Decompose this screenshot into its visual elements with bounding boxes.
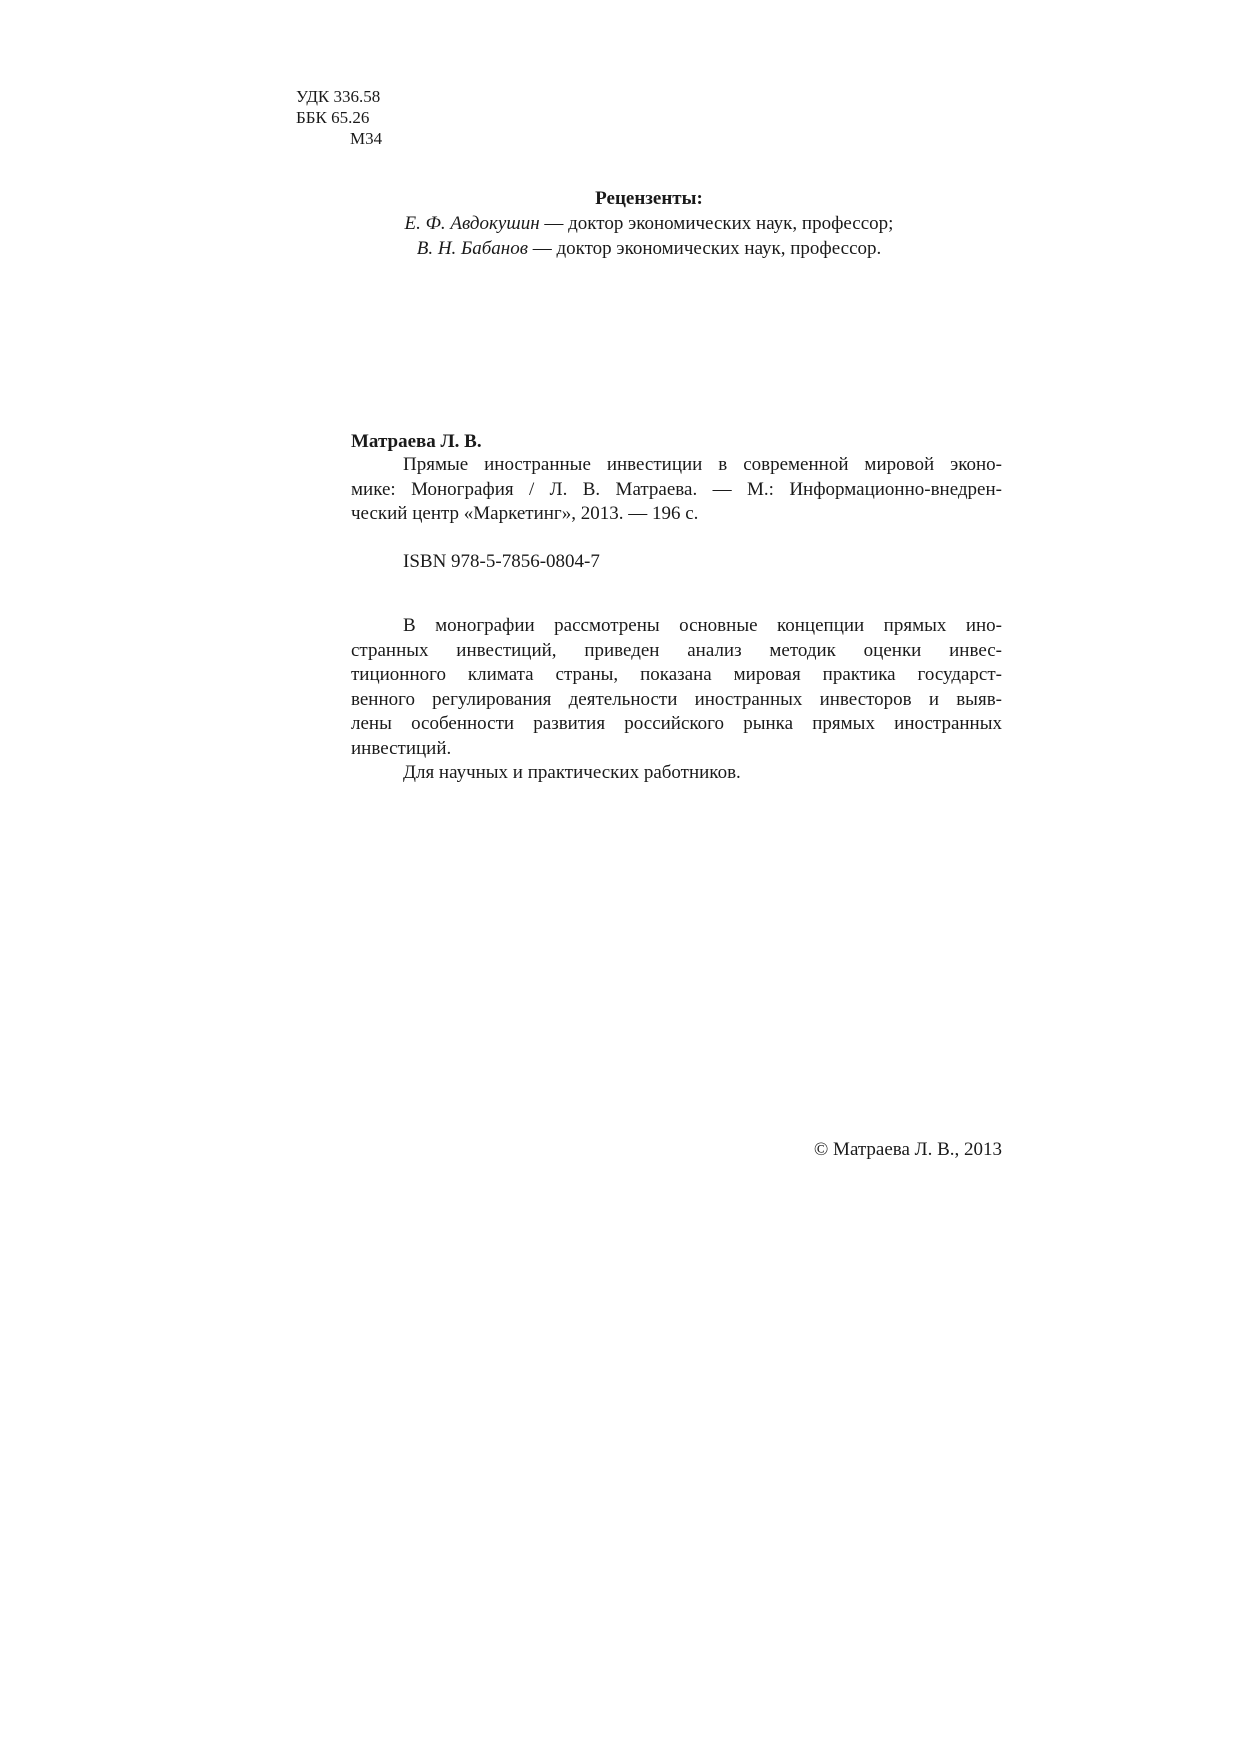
reviewers-block — [296, 186, 1002, 261]
bibliographic-line: мике: Монография / Л. В. Матраева. — М.: Информационно-внедрен- — [351, 478, 1002, 500]
annotation-line: лены особенности развития российского рынка прямых иностранных — [351, 713, 1002, 734]
isbn: ISBN 978-5-7856-0804-7 — [403, 551, 600, 572]
author-mark: М34 — [350, 129, 383, 148]
bibliographic-line: Прямые иностранные инвестиции в современной мировой эконо- — [403, 454, 1002, 475]
reviewer-line — [296, 236, 1002, 261]
copyright-notice: © Матраева Л. В., 2013 — [813, 1139, 1002, 1160]
annotation-line: инвестиций. — [351, 737, 452, 759]
reviewer-desc: — доктор экономических наук, профессор. — [527, 238, 882, 259]
reviewers-title: Рецензенты: — [595, 188, 703, 209]
annotation-line: тиционного климата страны, показана мировая практика государст- — [351, 664, 1002, 685]
bibliographic-description — [351, 453, 1002, 527]
annotation-block — [351, 614, 1002, 786]
bbk-code: ББК 65.26 — [296, 108, 370, 127]
reviewer-name: В. Н. Бабанов — [416, 238, 528, 259]
record-author: Матраева Л. В. — [351, 431, 482, 452]
reviewer-line — [296, 211, 1002, 236]
annotation-line: странных инвестиций, приведен анализ методик оценки инвес- — [351, 639, 1002, 661]
udk-code: УДК 336.58 — [296, 87, 381, 106]
annotation-line: В монографии рассмотрены основные концепции прямых ино- — [403, 615, 1002, 636]
annotation-audience: Для научных и практических работников. — [403, 762, 741, 783]
annotation-line: венного регулирования деятельности иностранных инвесторов и выяв- — [351, 688, 1002, 710]
bibliographic-line: ческий центр «Маркетинг», 2013. — 196 с. — [351, 503, 699, 524]
reviewer-desc: — доктор экономических наук, профессор; — [539, 213, 894, 234]
reviewer-name: Е. Ф. Авдокушин — [404, 213, 540, 234]
classification-block — [296, 86, 382, 149]
